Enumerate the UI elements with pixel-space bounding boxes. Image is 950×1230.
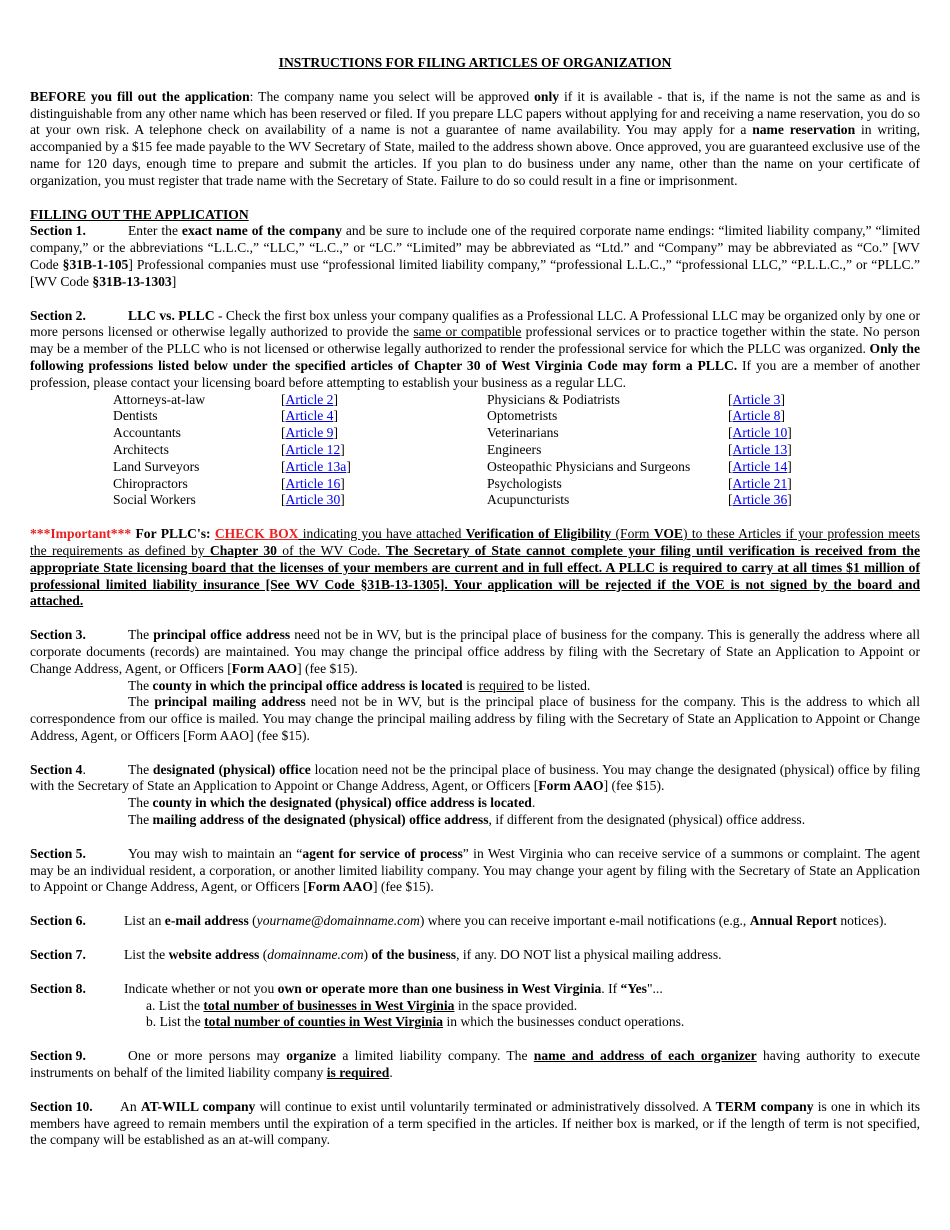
article-link[interactable]: Article 8 — [732, 408, 781, 424]
section-8-item-b: b. List the total number of counties in West Virginia in which the businesses conduct operations. — [146, 1014, 685, 1030]
section-5: Section 5. You may wish to maintain an “agent for service of process” in West Virginia who can receive service of a summons or complaint. The agent may be an individual resident, a corporation, or another limited liability company. You may change your agent by filing with the Secretary of State an Application to Appoint or Change Address, Agent, or Officers [Form AAO] (fee $15). — [30, 845, 920, 895]
profession-row — [113, 408, 848, 425]
profession-article-cell: [Article 14] — [728, 458, 792, 474]
profession-article-cell: [Article 16] — [281, 475, 345, 491]
article-link[interactable]: Article 13a — [285, 458, 347, 474]
section-3-county: The county in which the principal office address is located is required to be listed. — [128, 677, 591, 693]
profession-article-cell: [Article 9] — [281, 425, 338, 441]
article-link[interactable]: Article 2 — [285, 391, 334, 407]
section-4-mailing: The mailing address of the designated (physical) office address, if different from the designated (physical) office address. — [128, 812, 806, 828]
profession-article-cell: [Article 12] — [281, 441, 345, 457]
profession-article-cell: [Article 13] — [728, 441, 792, 457]
article-link[interactable]: Article 13 — [732, 441, 788, 457]
section-2: Section 2. LLC vs. PLLC - Check the first box unless your company qualifies as a Professional LLC. A Professional LLC may be organized only by one or more persons licensed or otherwise legally authorized to provide the same or compatible professional services or to practice together within the state. No person may be a member of the PLLC who is not licensed or otherwise legally authorized to render the professional service for which the PLLC was organized. Only the following professions listed below under the specified articles of Chapter 30 of West Virginia Code may form a PLLC. If you are a member of another profession, please contact your licensing board before attempting to establish your business as a regular LLC. — [30, 307, 920, 390]
article-link[interactable]: Article 3 — [732, 391, 781, 407]
important-notice: ***Important*** For PLLC's: CHECK BOX indicating you have attached Verification of Eligibility (Form VOE) to these Articles if your profession meets the requirements as defined by Chapter 30 of the WV Code. The Secretary of State cannot complete your filing until verification is received from the appropriate State licensing board that the licenses of your members are current and in full effect. A PLLC is required to carry at all times $1 million of professional limited liability insurance [See WV Code §31B-13-1305]. Your application will be rejected if the VOE is not signed by the board and attached. — [30, 526, 921, 609]
section-6-label: Section 6. — [30, 913, 86, 929]
article-link[interactable]: Article 12 — [285, 441, 341, 457]
profession-name: Engineers — [487, 441, 542, 457]
profession-name: Social Workers — [113, 492, 196, 508]
section-2-label: Section 2. — [30, 307, 86, 323]
section-4-label: Section 4. — [30, 761, 86, 777]
section-10: Section 10. An AT-WILL company will continue to exist until voluntarily terminated or administratively dissolved. A TERM company is one in which its members have agreed to remain members until the expiration of a term specified in the articles. If neither box is marked, or if the length of term is not specified, the company will be established as an at-will company. — [30, 1098, 920, 1148]
profession-name: Accountants — [113, 425, 181, 441]
page-title: INSTRUCTIONS FOR FILING ARTICLES OF ORGANIZATION — [278, 55, 672, 70]
article-link[interactable]: Article 16 — [285, 475, 341, 491]
section-4: Section 4. The designated (physical) office location need not be the principal place of business. You may change the designated (physical) office by filing with the Secretary of State an Application to Appoint or Change Address, Agent, or Officers [Form AAO] (fee $15). — [30, 761, 920, 794]
profession-name: Chiropractors — [113, 475, 188, 491]
section-5-label: Section 5. — [30, 845, 86, 861]
profession-name: Veterinarians — [487, 425, 559, 441]
check-box-note: CHECK BOX — [214, 526, 299, 542]
before-paragraph: BEFORE you fill out the application: The company name you select will be approved only if it is available - that is, if the name is not the same as and is distinguishable from any other name which has been reserved or filed. If you prepare LLC papers without applying for and receiving a name reservation, you do so at your own risk. A telephone check on availability of a name is not a guarantee of name availability. You may apply for a name reservation in writing, accompanied by a $15 fee made payable to the WV Secretary of State, mailed to the address shown above. Once approved, you are guaranteed exclusive use of the name for 120 days, enough time to prepare and submit the articles. If you plan to do business under any name, other than the name on your certificate of organization, you must register that trade name with the Secretary of State. Failure to do so could result in a fine or imprisonment. — [30, 88, 920, 188]
profession-article-cell: [Article 2] — [281, 391, 338, 407]
profession-name: Optometrists — [487, 408, 558, 424]
section-9-label: Section 9. — [30, 1048, 86, 1064]
profession-name: Osteopathic Physicians and Surgeons — [487, 458, 691, 474]
article-link[interactable]: Article 36 — [732, 492, 788, 508]
profession-article-cell: [Article 8] — [728, 408, 785, 424]
article-link[interactable]: Article 30 — [285, 492, 341, 508]
article-link[interactable]: Article 10 — [732, 425, 788, 441]
profession-name: Dentists — [113, 408, 158, 424]
section-3-mailing: The principal mailing address need not be in WV, but is the principal place of business for the company. This is the address to which all correspondence from our office is mailed. You may change the principal mailing address by filing with the Secretary of State an Application to Appoint or Change Address, Agent, or Officers [Form AAO] (fee $15). — [30, 694, 920, 743]
profession-row — [113, 476, 848, 493]
profession-article-cell: [Article 3] — [728, 391, 785, 407]
section-3: Section 3. The principal office address need not be in WV, but is the principal place of business for the company. This is generally the address where all corporate documents (records) are maintained. You may change the principal office address by filing with the Secretary of State an Application to Appoint or Change Address, Agent, or Officers [Form AAO] (fee $15). — [30, 627, 920, 676]
profession-article-cell: [Article 10] — [728, 425, 792, 441]
profession-name: Attorneys-at-law — [113, 391, 206, 407]
article-link[interactable]: Article 21 — [732, 475, 788, 491]
section-8: Section 8. Indicate whether or not you own or operate more than one business in West Virginia. If “Yes"... — [30, 980, 663, 996]
profession-row — [113, 442, 848, 459]
section-7: Section 7. List the website address (domainname.com) of the business, if any. DO NOT list a physical mailing address. — [30, 947, 722, 963]
profession-name: Architects — [113, 441, 169, 457]
profession-row — [113, 425, 848, 442]
profession-name: Acupuncturists — [487, 492, 570, 508]
important-label: ***Important*** — [30, 526, 132, 542]
filling-heading: FILLING OUT THE APPLICATION — [30, 206, 249, 222]
profession-name: Land Surveyors — [113, 458, 200, 474]
section-3-label: Section 3. — [30, 627, 86, 643]
section-8-item-a: a. List the total number of businesses in West Virginia in the space provided. — [146, 997, 578, 1013]
profession-article-cell: [Article 30] — [281, 492, 345, 508]
profession-row — [113, 459, 848, 476]
section-9: Section 9. One or more persons may organize a limited liability company. The name and address of each organizer having authority to execute instruments on behalf of the limited liability company is required. — [30, 1048, 920, 1081]
profession-article-cell: [Article 36] — [728, 492, 792, 508]
article-link[interactable]: Article 9 — [285, 425, 334, 441]
section-7-label: Section 7. — [30, 947, 86, 963]
profession-article-cell: [Article 21] — [728, 475, 792, 491]
section-1-label: Section 1. — [30, 223, 86, 239]
profession-article-cell: [Article 13a] — [281, 458, 351, 474]
profession-row — [113, 392, 848, 409]
profession-name: Psychologists — [487, 475, 562, 491]
section-1: Section 1. Enter the exact name of the company and be sure to include one of the required corporate name endings: “limited liability company,” “limited company,” or the abbreviations “L.L.C.,” “LLC,” “L.C.,” or “LC.” “Limited” may be abbreviated as “Ltd.” and “Company” may be abbreviated as “Co.” [WV Code §31B-1-105] Professional companies must use “professional limited liability company,” “professional L.L.C.,” “professional LLC,” “P.L.L.C.,” or “PLLC.” [WV Code §31B-13-1303] — [30, 223, 920, 289]
profession-name: Physicians & Podiatrists — [487, 391, 620, 407]
section-8-label: Section 8. — [30, 980, 86, 996]
section-6: Section 6. List an e-mail address (yourname@domainname.com) where you can receive important e-mail notifications (e.g., Annual Report notices). — [30, 913, 887, 929]
professions-table — [113, 392, 848, 510]
article-link[interactable]: Article 4 — [285, 408, 334, 424]
section-10-label: Section 10. — [30, 1098, 93, 1114]
profession-article-cell: [Article 4] — [281, 408, 338, 424]
section-4-county: The county in which the designated (physical) office address is located. — [128, 795, 536, 811]
profession-row — [113, 492, 848, 509]
article-link[interactable]: Article 14 — [732, 458, 788, 474]
